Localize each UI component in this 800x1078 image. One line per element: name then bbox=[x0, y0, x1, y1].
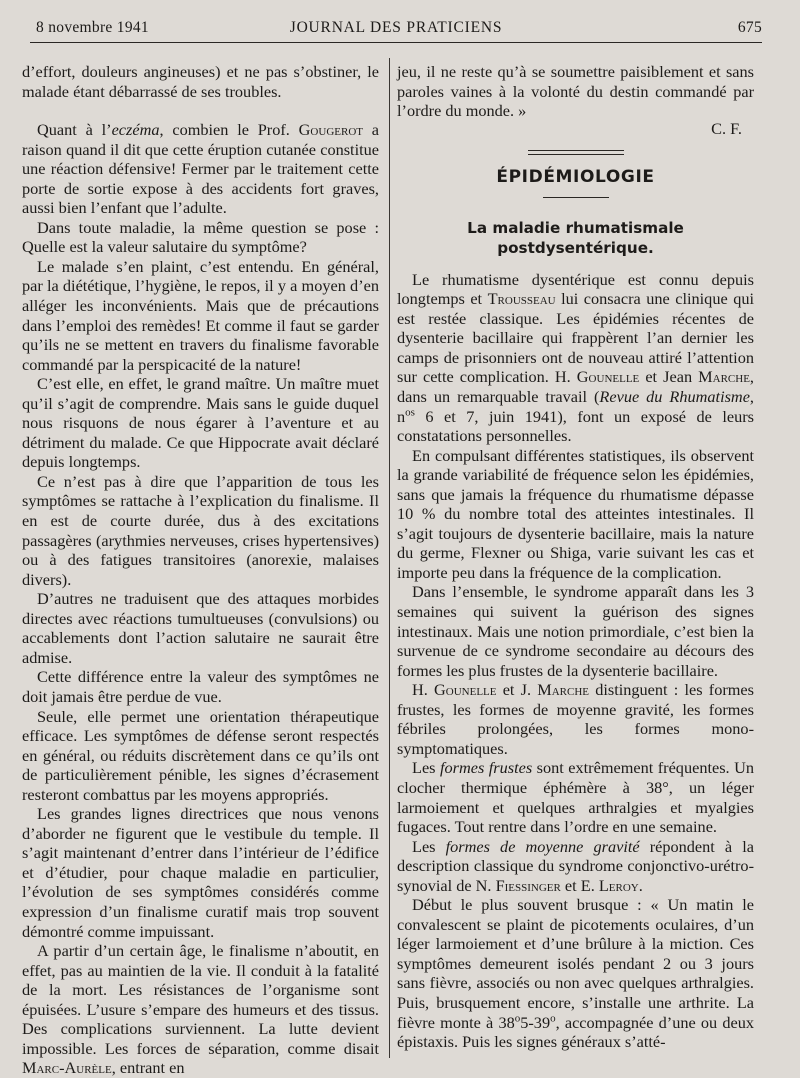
left-column bbox=[22, 62, 379, 1078]
paragraph: Dans l’ensemble, le syndrome apparaît dans les 3 semaines qui suivent la guérison des signes intestinaux. Mais une notion primordiale, c’est bien la survenue de ce syndrome secondaire au décours des formes les plus frustes de la dysenterie bacillaire. bbox=[397, 582, 754, 680]
double-rule bbox=[528, 150, 624, 155]
article-title: La maladie rhumatismale postdysentérique. bbox=[467, 218, 684, 257]
paragraph: D’autres ne traduisent que des attaques morbides directes avec réactions tumultueuses (convulsions) ou accablements dont l’action salutaire ne saurait être admise. bbox=[22, 589, 379, 667]
paragraph: Début le plus souvent brusque : « Un matin le convalescent se plaint de picotements oculaires, d’un léger larmoiement et d’une brûlure à la miction. Ces symptômes demeurent isolés pendant 2 ou 3 jours sans fièvre, associés ou non avec quelques arthralgies. Puis, brusquement encore, s’installe une arthrite. La fièvre monte à 38$^o$5-39$^o$, accompagnée d’une ou deux épistaxis. Puis les signes généraux s’atté- bbox=[397, 895, 755, 1052]
column-divider bbox=[389, 58, 390, 1058]
page-number: 675 bbox=[737, 19, 762, 36]
right-column bbox=[397, 62, 754, 1052]
paragraph: C’est elle, en effet, le grand maître. Un maître muet qu’il s’agit de comprendre. Mais sans le guide duquel nous risquons de nous égarer à l’aventure et au détriment du malade. Ce que Hippocrate avait déclaré depuis longtemps. bbox=[22, 374, 379, 472]
paragraph: Les formes frustes sont extrêmement fréquentes. Un clocher thermique éphémère à 38°, un léger larmoiement et quelques arthralgies et myalgies fugaces. Tout rentre dans l’ordre en une semaine. bbox=[397, 758, 754, 837]
paragraph: Quant à l’eczéma, combien le Prof. Gougerot a raison quand il dit que cette éruption cutanée constitue une réaction défensive! Fermer par le traitement cette porte de sortie expose à des accidents fort graves, aussi bien l’enfant que l’adulte. bbox=[22, 120, 380, 218]
author-signature: C. F. bbox=[711, 118, 742, 138]
journal-title: JOURNAL DES PRATICIENS bbox=[289, 19, 503, 36]
section-heading: ÉPIDÉMIOLOGIE bbox=[496, 167, 655, 188]
paragraph: jeu, il ne reste qu’à se soumettre paisiblement et sans paroles vaines à la volonté du destin commandé par l’ordre du monde. » bbox=[397, 62, 754, 121]
paragraph: Ce n’est pas à dire que l’apparition de tous les symptômes se rattache à l’explication du finalisme. Il en est de courte durée, dus à des excitations passagères (arythmies nerveuses, crises hypertensives) ou à des fatigues transitoires (anorexie, malaises divers). bbox=[22, 471, 379, 589]
paragraph: A partir d’un certain âge, le finalisme n’aboutit, en effet, pas au maintien de la vie. Il conduit à la fatalité de la mort. Les résistances de l’organisme sont épuisées. L’usure s’empare des humeurs et des tissus. Des complications surviennent. La lutte devient impossible. Les forces de séparation, comme disait Marc-Aurèle, entrant en bbox=[22, 941, 379, 1078]
paragraph: H. Gounelle et J. Marche distinguent : les formes frustes, les formes de moyenne gravité, les formes fébriles prolongées, les formes mono-symptomatiques. bbox=[397, 680, 754, 758]
paragraph: d’effort, douleurs angineuses) et ne pas s’obstiner, le malade étant débarrassé de ses troubles. bbox=[22, 62, 379, 101]
paragraph: Les formes de moyenne gravité répondent à la description classique du syndrome conjonctivo-urétro-synovial de N. Fiessinger et E. Leroy. bbox=[397, 836, 755, 895]
paragraph: Les grandes lignes directrices que nous venons d’aborder ne figurent que le vestibule du temple. Il s’agit maintenant d’entrer dans l’intérieur de l’édifice et d’étudier, pour chaque maladie en particulier, l’évolution de ses symptômes considérés comme expression d’un finalisme curatif mais trop souvent démontré comme impuissant. bbox=[22, 804, 379, 941]
section-rule bbox=[543, 197, 609, 198]
paragraph: Dans toute maladie, la même question se pose : Quelle est la valeur salutaire du symptôme? bbox=[22, 217, 379, 257]
paragraph: Seule, elle permet une orientation thérapeutique efficace. Les symptômes de défense seront respectés en général, ou réduits discrètement dans ce qu’ils ont de particulièrement pénible, les signes d’écrasement resteront combattus par les moyens appropriés. bbox=[22, 706, 379, 804]
issue-date: 8 novembre 1941 bbox=[36, 19, 149, 36]
paragraph: Cette différence entre la valeur des symptômes ne doit jamais être perdue de vue. bbox=[22, 667, 379, 706]
running-header bbox=[30, 14, 762, 43]
paragraph: En compulsant différentes statistiques, ils observent la grande variabilité de fréquence selon les épidémies, sans que jamais la fréquence du rhumatisme dépasse 10 % du nombre total des atteintes intestinales. Il s’agit toujours de dysenterie bacillaire, mais la nature du germe, Flexner ou Shiga, varie suivant les cas et importe peu dans la fréquence de la complication. bbox=[397, 445, 754, 582]
paragraph: Le rhumatisme dysentérique est connu depuis longtemps et Trousseau lui consacra une clinique qui est restée classique. Les épidémies récentes de dysenterie bacillaire qui frappèrent l’an dernier les camps de prisonniers ont de nouveau attiré l’attention sur cette complication. H. Gounelle et Jean Marche, dans un remarquable travail (Revue du Rhumatisme, $n^{os}$ 6 et 7, juin 1941), font un exposé de leurs constatations personnelles. bbox=[397, 269, 754, 446]
paragraph: Le malade s’en plaint, c’est entendu. En général, par la diététique, l’hygiène, le repos, il y a moyen d’en alléger les inconvénients. Mais que de précautions dans l’emploi des remèdes! Et comme il faut se garder qu’ils ne se mettent en travers du finalisme favorable commandé par la perspicacité de la nature! bbox=[22, 256, 379, 374]
